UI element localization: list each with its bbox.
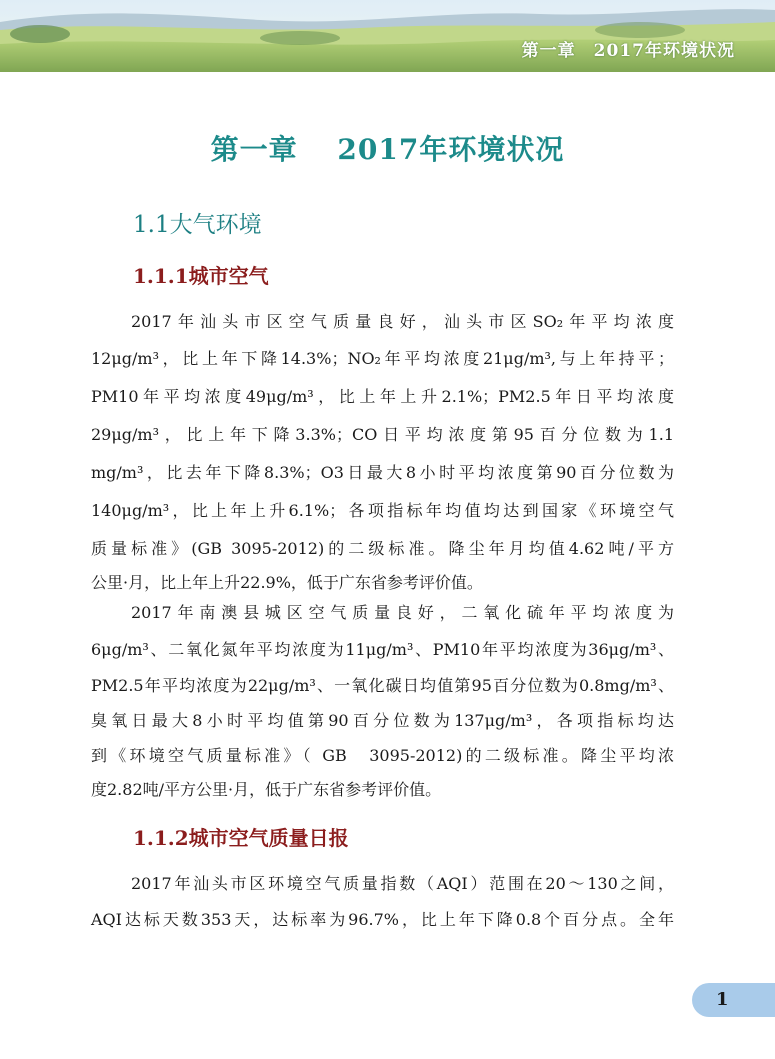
paragraph-line: PM10年平均浓度49μg/m³，比上年上升2.1%；PM2.5年日平均浓度	[91, 387, 674, 406]
section-heading: 1.1大气环境	[133, 212, 262, 238]
paragraph-line: 2017年南澳县城区空气质量良好，二氧化硫年平均浓度为	[131, 603, 674, 622]
paragraph-line: 质量标准》(GB 3095-2012)的二级标准。降尘年月均值4.62吨/平方	[91, 539, 674, 558]
paragraph-line: 度2.82吨/平方公里·月，低于广东省参考评价值。	[91, 780, 442, 799]
paragraph-line: 公里·月，比上年上升22.9%，低于广东省参考评价值。	[91, 573, 483, 592]
subsection-heading-air-quality-report: 1.1.2城市空气质量日报	[133, 826, 349, 850]
paragraph-line: 2017年汕头市区空气质量良好，汕头市区SO₂年平均浓度	[131, 312, 674, 331]
paragraph-line: 臭氧日最大8小时平均值第90百分位数为137μg/m³，各项指标均达	[91, 711, 674, 730]
paragraph-line: 6μg/m³、二氧化氮年平均浓度为11μg/m³、PM10年平均浓度为36μg/m³、	[91, 640, 674, 659]
paragraph-line: 12μg/m³，比上年下降14.3%；NO₂年平均浓度21μg/m³,与上年持平；	[91, 349, 674, 368]
paragraph-line: 140μg/m³，比上年上升6.1%；各项指标年均值均达到国家《环境空气	[91, 501, 674, 520]
paragraph-line: PM2.5年平均浓度为22μg/m³、一氧化碳日均值第95百分位数为0.8mg/m³、	[91, 676, 674, 695]
paragraph-line: 2017年汕头市区环境空气质量指数（AQI）范围在20～130之间，	[131, 874, 674, 893]
chapter-title: 第一章 2017年环境状况	[210, 133, 565, 166]
paragraph-line: mg/m³，比去年下降8.3%；O3日最大8小时平均浓度第90百分位数为	[91, 463, 674, 482]
subsection-heading-city-air: 1.1.1城市空气	[133, 264, 269, 288]
paragraph-line: 到《环境空气质量标准》（ GB 3095-2012)的二级标准。降尘平均浓	[91, 746, 674, 765]
header-banner	[0, 0, 775, 72]
page-number: 1	[716, 989, 729, 1010]
running-header-title: 第一章 2017年环境状况	[521, 41, 735, 61]
paragraph-line: 29μg/m³，比上年下降3.3%；CO日平均浓度第95百分位数为1.1	[91, 425, 674, 444]
paragraph-line: AQI达标天数353天，达标率为96.7%，比上年下降0.8个百分点。全年	[91, 910, 674, 929]
page-number-tab	[692, 983, 775, 1017]
